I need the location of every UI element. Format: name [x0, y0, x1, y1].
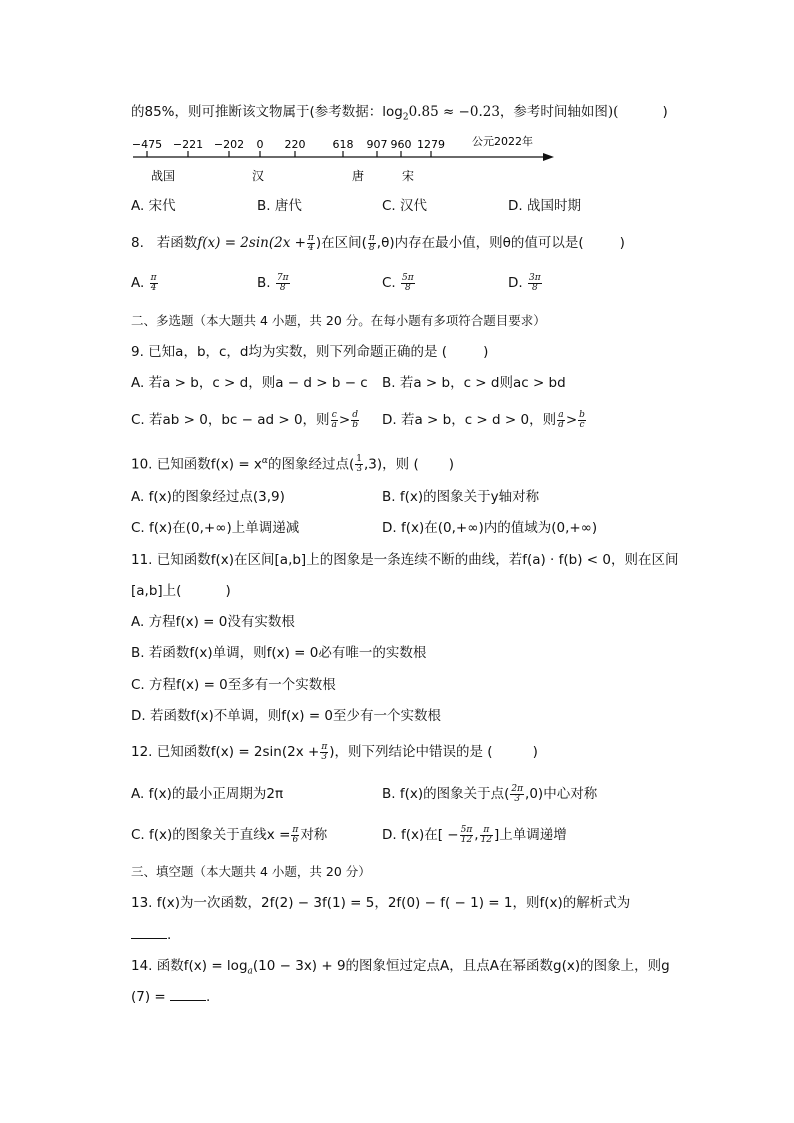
q8-stem: 8. 若函数f(x) = 2sin(2x + $\frac{\pi}{4}$ )在区间( $\frac{\pi}{8}$ ,θ)内存在最小值，则θ的值可以是( ) — [131, 232, 625, 253]
timeline-era-label: 唐 — [352, 169, 365, 183]
q10-option-b: B. f(x)的图象关于y轴对称 — [382, 489, 540, 505]
q9-stem: 9. 已知a，b，c，d均为实数，则下列命题正确的是 ( ) — [131, 344, 489, 360]
q12-option-c: C. f(x)的图象关于直线x = $\frac{\pi}{6}$ 对称 — [131, 824, 328, 845]
timeline-tick-label: −202 — [213, 138, 245, 151]
timeline-tick-label: 907 — [366, 138, 388, 151]
q9-option-d: D. 若a > b，c > d > 0，则 $\frac{a}{d}$ > $\frac{b}{c}$ — [382, 409, 585, 430]
q10-stem: 10. 已知函数$f(x) = x^\alpha$的图象经过点( $\frac{1}{3}$ ,3)，则 ( ) — [131, 454, 455, 474]
q13-answer-blank[interactable]: . — [131, 925, 171, 945]
q11-option-a: A. 方程f(x) = 0没有实数根 — [131, 614, 295, 630]
timeline-figure — [0, 130, 794, 200]
q10-option-a: A. f(x)的图象经过点(3,9) — [131, 489, 285, 505]
section-heading-multi-choice: 二、多选题（本大题共 4 小题，共 20 分。在每小题有多项符合题目要求） — [131, 313, 546, 328]
timeline-tick-label: 960 — [390, 138, 412, 151]
q11-stem-line2: [a,b]上( ) — [131, 583, 231, 599]
section-heading-fill-in: 三、填空题（本大题共 4 小题，共 20 分） — [131, 864, 371, 879]
q11-stem: 11. 已知函数f(x)在区间[a,b]上的图象是一条连续不断的曲线，若f(a) · f(b) < 0，则在区间 — [131, 552, 679, 568]
q11-option-d: D. 若函数f(x)不单调，则f(x) = 0至少有一个实数根 — [131, 708, 442, 724]
timeline-tick-label: 1279 — [417, 138, 445, 151]
q7-stem-tail: 的85%，则可推断该文物属于(参考数据：$\log_20.85 \approx -0.23$，参考时间轴如图)( ) — [131, 104, 668, 123]
q11-option-c: C. 方程f(x) = 0至多有一个实数根 — [131, 677, 336, 693]
q14-stem: 14. 函数$f(x) = \log_a(10 - 3x) + 9$的图象恒过定点A，且点A在幂函数g(x)的图象上，则g — [131, 958, 670, 977]
q10-option-d: D. f(x)在(0,+∞)内的值域为(0,+∞) — [382, 520, 598, 536]
q10-option-c: C. f(x)在(0,+∞)上单调递减 — [131, 520, 300, 536]
q7-option-c: C. 汉代 — [382, 198, 428, 214]
q8-option-d: D. $\frac{3\pi}{8}$ — [508, 272, 541, 293]
timeline-tick-label: −221 — [172, 138, 204, 151]
q9-option-c: C. 若ab > 0，bc − ad > 0，则 $\frac{c}{a}$ > $\frac{d}{b}$ — [131, 409, 358, 430]
q8-option-a: A. $\frac{\pi}{4}$ — [131, 272, 157, 293]
q12-stem: 12. 已知函数f(x) = 2sin(2x + $\frac{\pi}{3}$ )，则下列结论中错误的是 ( ) — [131, 741, 538, 762]
q12-option-d: D. f(x)在[ − $\frac{5\pi}{12}$ , $\frac{\pi}{12}$ ]上单调递增 — [382, 824, 567, 845]
q9-option-a: A. 若a > b，c > d，则a − d > b − c — [131, 375, 368, 391]
q9-option-b: B. 若a > b，c > d则ac > bd — [382, 375, 566, 391]
q14-answer-line[interactable]: (7) = . — [131, 989, 211, 1005]
q7-option-d: D. 战国时期 — [508, 198, 581, 214]
q8-option-c: C. $\frac{5\pi}{8}$ — [382, 272, 414, 293]
q7-option-b: B. 唐代 — [257, 198, 302, 214]
timeline-tick-label: −475 — [131, 138, 163, 151]
timeline-era-label: 战国 — [151, 169, 176, 183]
q11-option-b: B. 若函数f(x)单调，则f(x) = 0必有唯一的实数根 — [131, 645, 427, 661]
q7-option-a: A. 宋代 — [131, 198, 176, 214]
q8-option-b: B. $\frac{7\pi}{8}$ — [257, 272, 289, 293]
q12-option-b: B. f(x)的图象关于点( $\frac{2\pi}{3}$ ,0)中心对称 — [382, 783, 598, 804]
timeline-era-label: 汉 — [252, 169, 265, 183]
q13-stem: 13. f(x)为一次函数，2f(2) − 3f(1) = 5，2f(0) − f( − 1) = 1，则f(x)的解析式为 — [131, 895, 631, 911]
timeline-end-label: 公元2022年 — [472, 135, 533, 148]
timeline-arrow-icon — [543, 153, 554, 161]
timeline-tick-label: 618 — [332, 138, 354, 151]
timeline-era-label: 宋 — [402, 169, 415, 183]
timeline-tick-label: 0 — [256, 138, 264, 151]
q12-option-a: A. f(x)的最小正周期为2π — [131, 786, 284, 802]
timeline-tick-label: 220 — [284, 138, 306, 151]
